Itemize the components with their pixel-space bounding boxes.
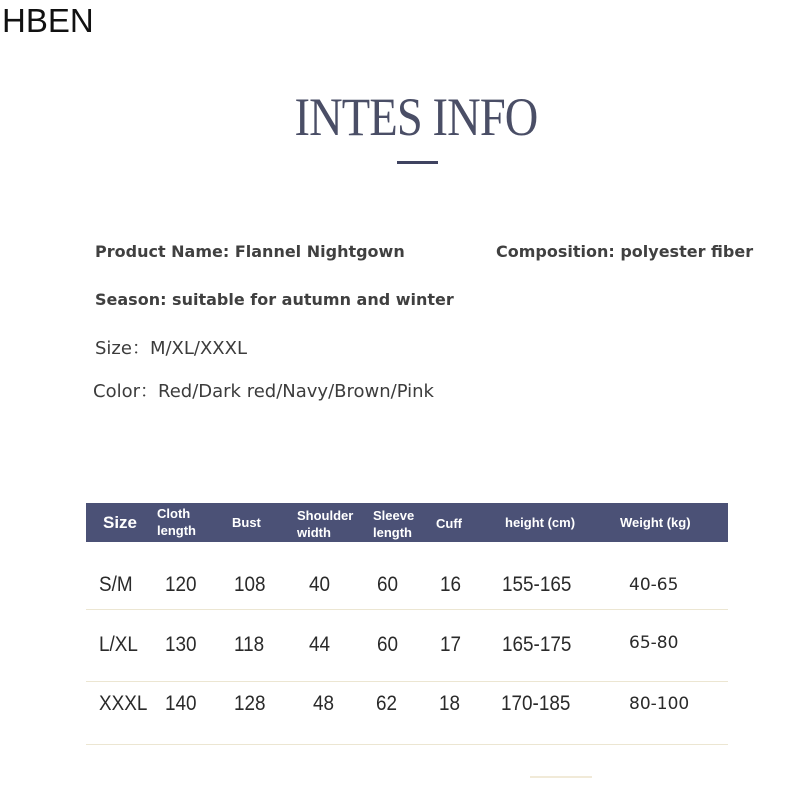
header-cloth-line2: length bbox=[157, 523, 196, 538]
cell-cloth-length: 120 bbox=[165, 573, 197, 596]
cell-size: S/M bbox=[99, 573, 133, 596]
row-divider bbox=[86, 744, 728, 745]
row-divider bbox=[86, 681, 728, 682]
page-title: INTES INFO bbox=[294, 87, 538, 147]
cell-cuff: 18 bbox=[439, 692, 461, 715]
cell-shoulder-width: 40 bbox=[309, 573, 331, 596]
cell-shoulder-width: 48 bbox=[313, 692, 335, 715]
composition-text: Composition: polyester fiber bbox=[496, 242, 754, 261]
season-text: Season: suitable for autumn and winter bbox=[95, 290, 454, 309]
header-shoulder-line1: Shoulder bbox=[297, 508, 354, 523]
header-cuff: Cuff bbox=[436, 516, 462, 531]
header-sleeve-line2: length bbox=[373, 525, 412, 540]
cell-sleeve-length: 62 bbox=[376, 692, 398, 715]
cell-weight: 40-65 bbox=[629, 575, 679, 595]
cell-cloth-length: 130 bbox=[165, 633, 197, 656]
header-cloth-length bbox=[157, 505, 196, 539]
cell-size: XXXL bbox=[99, 692, 148, 715]
cell-cloth-length: 140 bbox=[165, 692, 197, 715]
title-underline bbox=[397, 161, 438, 164]
header-size: Size bbox=[103, 513, 138, 532]
cell-height: 170-185 bbox=[501, 692, 571, 715]
brand-logo-text: HBEN bbox=[2, 2, 94, 39]
header-shoulder-line2: width bbox=[297, 525, 331, 540]
header-height: height (cm) bbox=[505, 515, 576, 530]
header-sleeve-length bbox=[373, 507, 414, 541]
cell-size: L/XL bbox=[99, 633, 138, 656]
cell-sleeve-length: 60 bbox=[377, 573, 399, 596]
cell-height: 155-165 bbox=[502, 573, 572, 596]
cell-weight: 65-80 bbox=[629, 633, 679, 653]
header-shoulder-width bbox=[297, 507, 353, 541]
decorative-line bbox=[530, 776, 592, 778]
header-weight: Weight (kg) bbox=[620, 515, 691, 530]
cell-cuff: 17 bbox=[440, 633, 462, 656]
cell-sleeve-length: 60 bbox=[377, 633, 399, 656]
cell-weight: 80-100 bbox=[629, 694, 690, 714]
header-bust: Bust bbox=[232, 515, 261, 530]
cell-bust: 118 bbox=[234, 633, 265, 656]
header-sleeve-line1: Sleeve bbox=[373, 508, 415, 523]
cell-cuff: 16 bbox=[440, 573, 462, 596]
cell-bust: 128 bbox=[234, 692, 266, 715]
cell-bust: 108 bbox=[234, 573, 266, 596]
table-header-row bbox=[86, 503, 728, 542]
cell-height: 165-175 bbox=[502, 633, 572, 656]
row-divider bbox=[86, 609, 728, 610]
size-list-text: Size：M/XL/XXXL bbox=[95, 338, 247, 359]
header-cloth-line1: Cloth bbox=[157, 506, 191, 521]
product-name-text: Product Name: Flannel Nightgown bbox=[95, 242, 405, 261]
cell-shoulder-width: 44 bbox=[309, 633, 331, 656]
color-list-text: Color：Red/Dark red/Navy/Brown/Pink bbox=[93, 381, 434, 402]
